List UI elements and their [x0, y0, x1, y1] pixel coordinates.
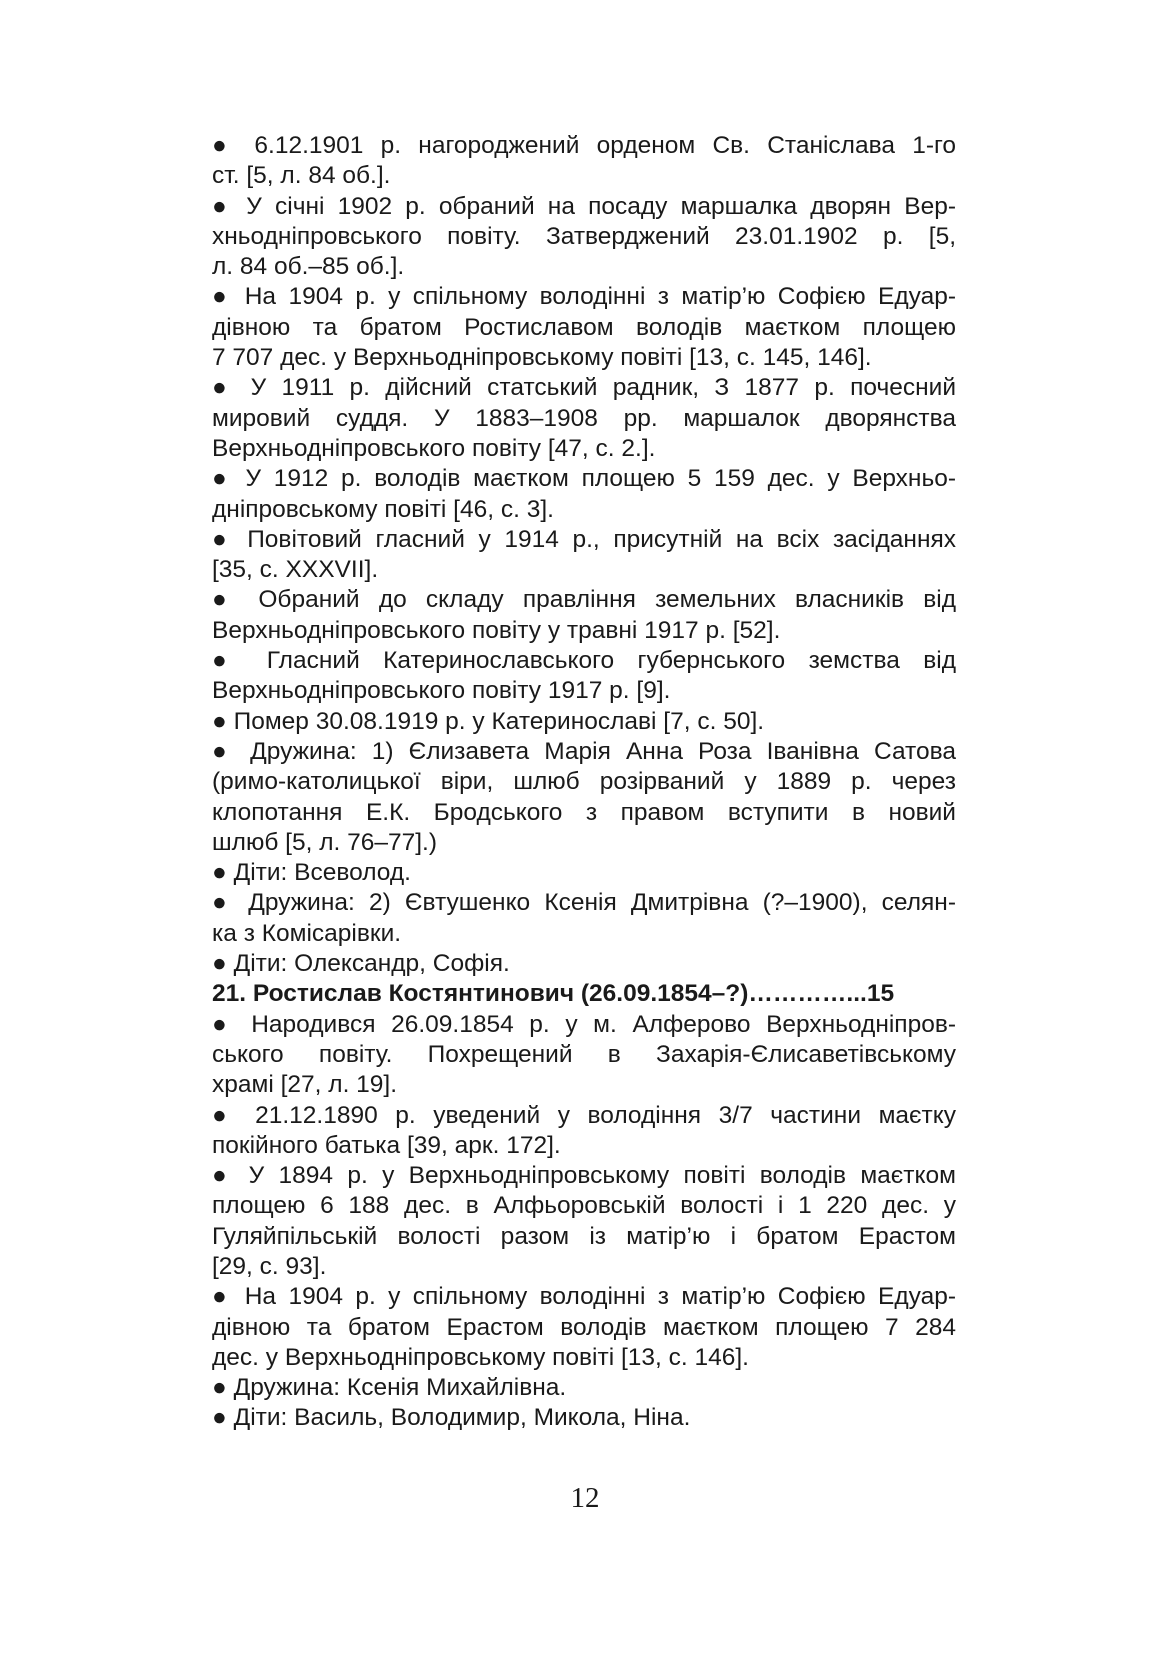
text-line: площею 6 188 дес. в Алфьоровській волості і 1 220 дес. у [212, 1192, 956, 1220]
text-line: ● На 1904 р. у спільному володінні з матір’ю Софією Едуар- [212, 1283, 956, 1311]
text-line: ● Помер 30.08.1919 р. у Катеринославі [7, с. 50]. [212, 707, 765, 735]
text-line: 7 707 дес. у Верхньодніпровському повіті [13, с. 145, 146]. [212, 344, 872, 372]
text-line: ● У 1912 р. володів маєтком площею 5 159 дес. у Верхньо- [212, 465, 956, 493]
text-line: ● Діти: Василь, Володимир, Микола, Ніна. [212, 1404, 691, 1432]
text-line: дівною та братом Ростиславом володів маєтком площею [212, 313, 956, 341]
text-line: Верхньодніпровського повіту 1917 р. [9]. [212, 677, 671, 705]
text-line: ● На 1904 р. у спільному володінні з матір’ю Софією Едуар- [212, 283, 956, 311]
text-line: ● Дружина: 2) Євтушенко Ксенія Дмитрівна (?–1900), селян- [212, 889, 956, 917]
text-line: ● У 1911 р. дійсний статський радник, З 1877 р. почесний [212, 374, 956, 402]
text-line: [29, с. 93]. [212, 1252, 327, 1280]
text-line: ● 21.12.1890 р. уведений у володіння 3/7 частини маєтку [212, 1101, 956, 1129]
text-line: Верхньодніпровського повіту у травні 1917 р. [52]. [212, 616, 781, 644]
page-number: 12 [570, 1482, 600, 1514]
text-line: ● Діти: Всеволод. [212, 859, 411, 887]
text-line: дес. у Верхньодніпровському повіті [13, с. 146]. [212, 1343, 749, 1371]
text-line: мировий суддя. У 1883–1908 рр. маршалок дворянства [212, 404, 956, 432]
text-line: храмі [27, л. 19]. [212, 1071, 398, 1099]
text-line: ● Діти: Олександр, Софія. [212, 950, 510, 978]
text-line: ка з Комісарівки. [212, 919, 402, 947]
text-line: клопотання Е.К. Бродського з правом вступити в новий [212, 798, 956, 826]
text-line: хньодніпровського повіту. Затверджений 23.01.1902 р. [5, [212, 222, 956, 250]
text-line: шлюб [5, л. 76–77].) [212, 828, 438, 856]
text-line: ● 6.12.1901 р. нагороджений орденом Св. Станіслава 1-го [212, 132, 956, 159]
body-text [212, 131, 956, 1434]
text-line: ● Гласний Катеринославського губернського земства від [212, 647, 956, 675]
text-line: покійного батька [39, арк. 172]. [212, 1131, 561, 1159]
text-line: л. 84 об.–85 об.]. [212, 253, 405, 281]
text-line: Гуляйпільській волості разом із матір’ю і братом Ерастом [212, 1222, 956, 1250]
text-line: ● Обраний до складу правління земельних власників від [212, 586, 956, 614]
section-heading: 21. Ростислав Костянтинович (26.09.1854–?)…………...15 [212, 980, 895, 1008]
text-line: [35, с. XXXVII]. [212, 556, 379, 584]
text-line: ● Дружина: 1) Єлизавета Марія Анна Роза Іванівна Сатова [212, 737, 956, 765]
text-line: дніпровському повіті [46, с. 3]. [212, 495, 554, 523]
text-line: ● У січні 1902 р. обраний на посаду маршалка дворян Вер- [212, 192, 956, 220]
text-line: дівною та братом Ерастом володів маєтком площею 7 284 [212, 1313, 956, 1341]
text-line: ● Повітовий гласний у 1914 р., присутній на всіх засіданнях [212, 525, 956, 553]
text-line: (римо-католицької віри, шлюб розірваний у 1889 р. через [212, 768, 956, 796]
text-line: ● У 1894 р. у Верхньодніпровському повіті володів маєтком [212, 1162, 956, 1190]
text-line: ст. [5, л. 84 об.]. [212, 162, 391, 190]
text-line: ● Народився 26.09.1854 р. у м. Алферово Верхньодніпров- [212, 1010, 956, 1038]
text-line: ського повіту. Похрещений в Захарія-Єлисаветівському [212, 1040, 956, 1068]
text-line: Верхньодніпровського повіту [47, с. 2.]. [212, 434, 656, 462]
text-line: ● Дружина: Ксенія Михайлівна. [212, 1374, 567, 1402]
